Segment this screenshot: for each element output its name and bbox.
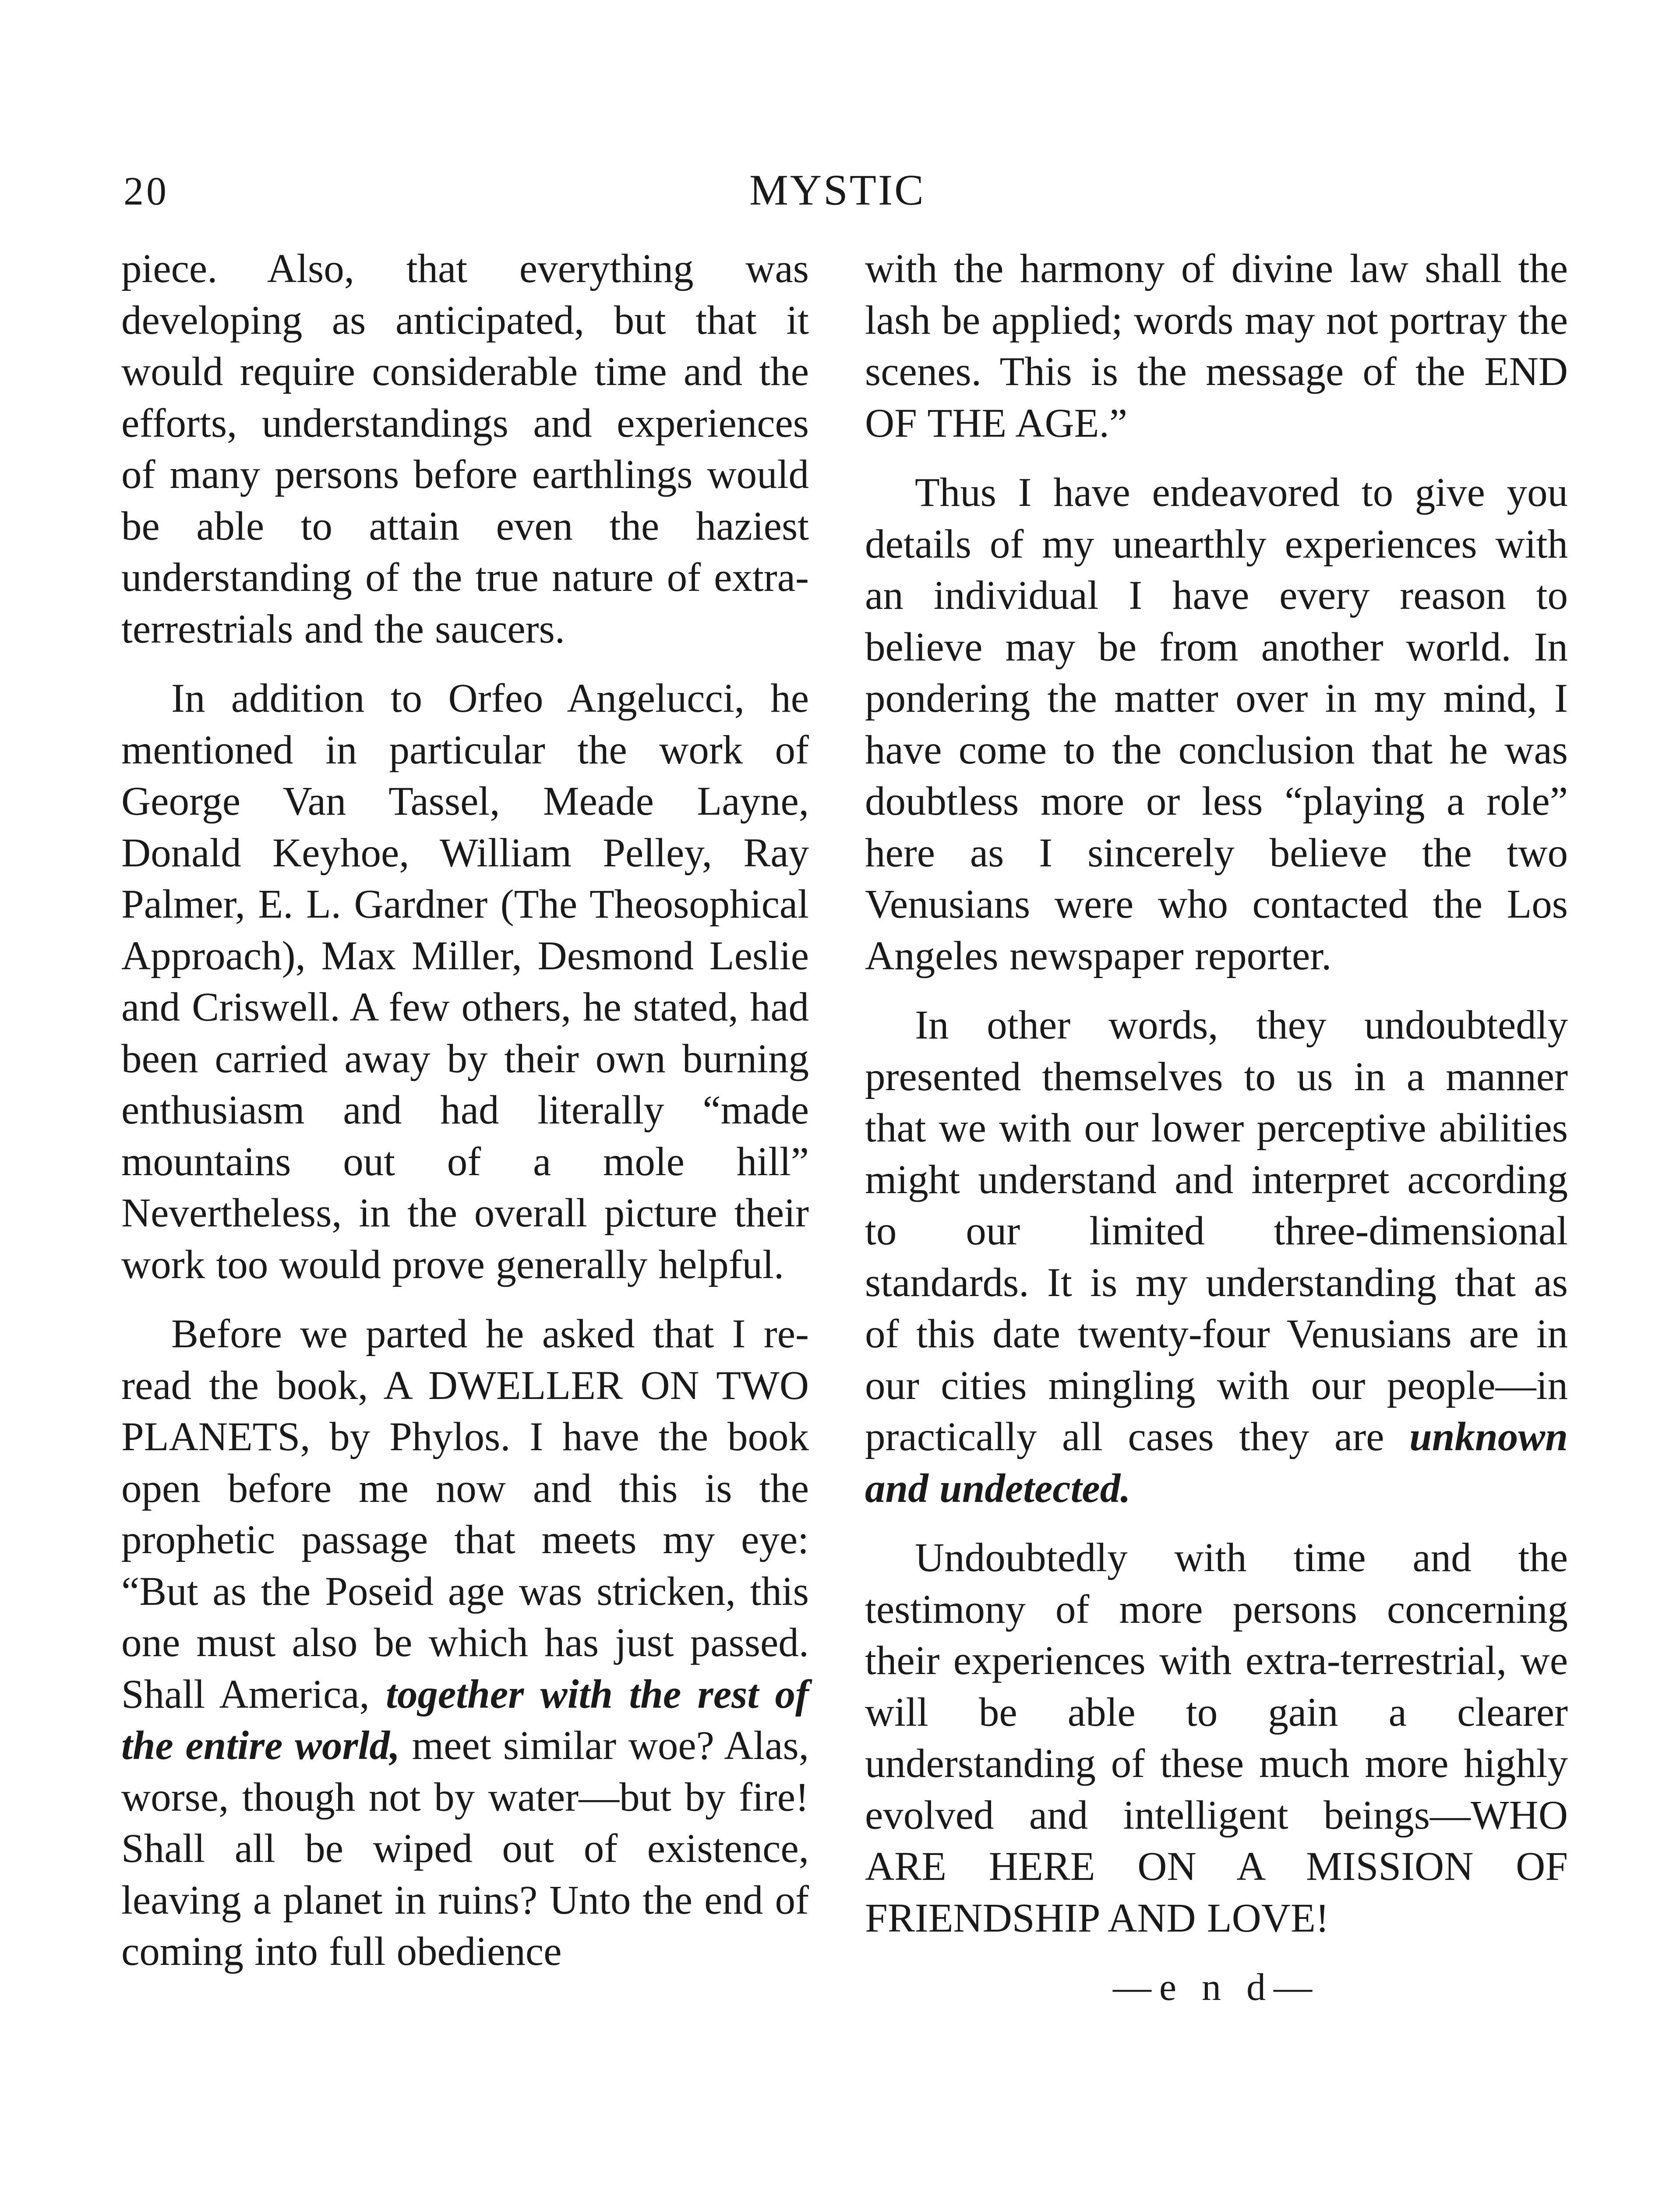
paragraph: In addition to Orfeo Angelucci, he mentioned in particular the work of George Van Tassel, Meade Layne, Donald Keyhoe, William Pelley, Ray Palmer, E. L. Gardner (The Theosophical Approach), Max Miller, Desmond Leslie and Criswell. A few others, he stated, had been carried away by their own burning enthusiasm and had literally “made mountains out of a mole hill” Nevertheless, in the overall picture their work too would prove generally helpful. (121, 676, 809, 1287)
paragraph: with the harmony of divine law shall the lash be applied; words may not portray the scenes. This is the message of the END OF THE AGE.” (865, 246, 1568, 446)
paragraph: Thus I have endeavored to give you details of my unearthly experiences with an individual I have every reason to believe may be from another world. In pondering the matter over in my mind, I have come to the conclusion that he was doubtless more or less “playing a role” here as I sincerely believe the two Venusians were who contacted the Los Angeles newspaper reporter. (865, 470, 1568, 978)
paragraph: Undoubtedly with time and the testimony of more persons concerning their experiences with extra-terrestrial, we will be able to gain a clearer understanding of these much more highly evolved and intelligent beings—WHO ARE HERE ON A MISSION OF FRIENDSHIP AND LOVE! (865, 1535, 1568, 1941)
paragraph-text: meet similar woe? Alas, worse, though not by water—but by fire! Shall all be wiped out of existence, leaving a planet in ruins? Unto the end of coming into full obedience (121, 1723, 809, 1974)
running-head: MYSTIC (749, 166, 925, 214)
end-mark: —e n d— (1112, 1966, 1320, 2009)
paragraph-text: Before we parted he asked that I re-read the book, A DWELLER ON TWO PLANETS, by Phylos. I have the book open before me now and this is the prophetic passage that meets my eye: “But as the Poseid age was stricken, this one must also be which has just passed. Shall America, (121, 1311, 809, 1717)
page-number: 20 (124, 169, 169, 213)
left-column (121, 243, 809, 1996)
paragraph (121, 1308, 809, 1978)
paragraph-text: In other words, they undoubtedly presented themselves to us in a manner that we with our lower perceptive abilities might understand and interpret according to our limited three-dimensional standards. It is my understanding that as of this date twenty-four Venusians are in our cities mingling with our people—in practically all cases they are (865, 1003, 1568, 1459)
paragraph (865, 1000, 1568, 1514)
right-column (865, 243, 1568, 2013)
emphasized-text: unknown and undetected. (865, 1414, 1568, 1511)
emphasized-text: together with the rest of the entire world, (121, 1671, 809, 1768)
paragraph: piece. Also, that everything was developing as anticipated, but that it would require considerable time and the efforts, understandings and experiences of many persons before earthlings would be able to attain even the haziest understanding of the true nature of extra-terrestrials and the saucers. (121, 246, 809, 652)
